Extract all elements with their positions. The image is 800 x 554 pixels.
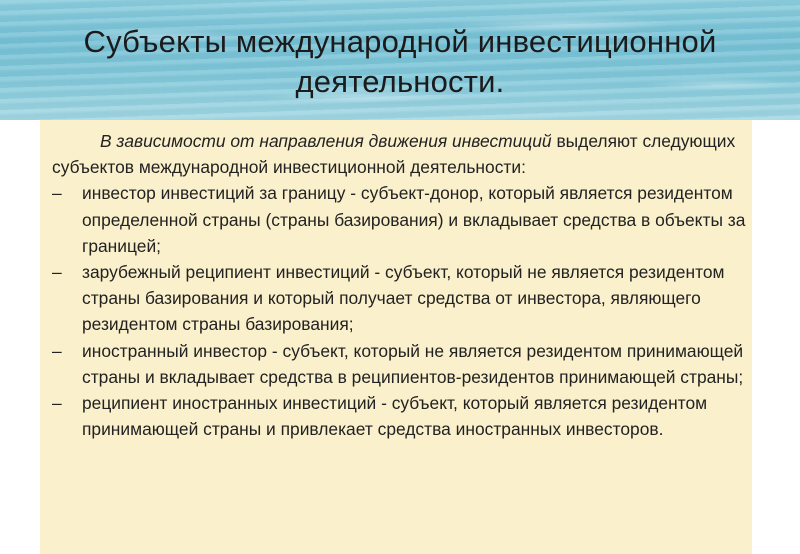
slide-title: Субъекты международной инвестиционной деятельности. bbox=[83, 24, 717, 99]
dash-marker: – bbox=[52, 393, 62, 414]
list-item bbox=[52, 338, 757, 390]
dash-marker: – bbox=[52, 340, 62, 361]
body-text bbox=[52, 128, 757, 442]
intro-paragraph bbox=[52, 128, 757, 180]
water-header-banner bbox=[0, 0, 800, 120]
list-item bbox=[52, 390, 757, 442]
list-item-text: инвестор инвестиций за границу - субъект-донор, который является резидентом определенной страны (страны базирования) и вкладывает средства в объекты за границей; bbox=[82, 183, 746, 256]
dash-marker: – bbox=[52, 262, 62, 283]
list-item bbox=[52, 180, 757, 259]
intro-italic: В зависимости от направления движения инвестиций bbox=[100, 131, 552, 151]
list-item-text: зарубежный реципиент инвестиций - субъект, который не является резидентом страны базирования и который получает средства от инвестора, являющего резидентом страны базирования; bbox=[82, 262, 725, 335]
list-item bbox=[52, 259, 757, 338]
dash-marker: – bbox=[52, 183, 62, 204]
intro-rest: выделяют следующих субъектов международной инвестиционной деятельности: bbox=[52, 131, 736, 178]
list-item-text: иностранный инвестор - субъект, который не является резидентом принимающей страны и вкладывает средства в реципиентов-резидентов принимающей страны; bbox=[82, 340, 744, 387]
list-item-text: реципиент иностранных инвестиций - субъект, который является резидентом принимающей страны и привлекает средства иностранных инвесторов. bbox=[82, 393, 708, 440]
